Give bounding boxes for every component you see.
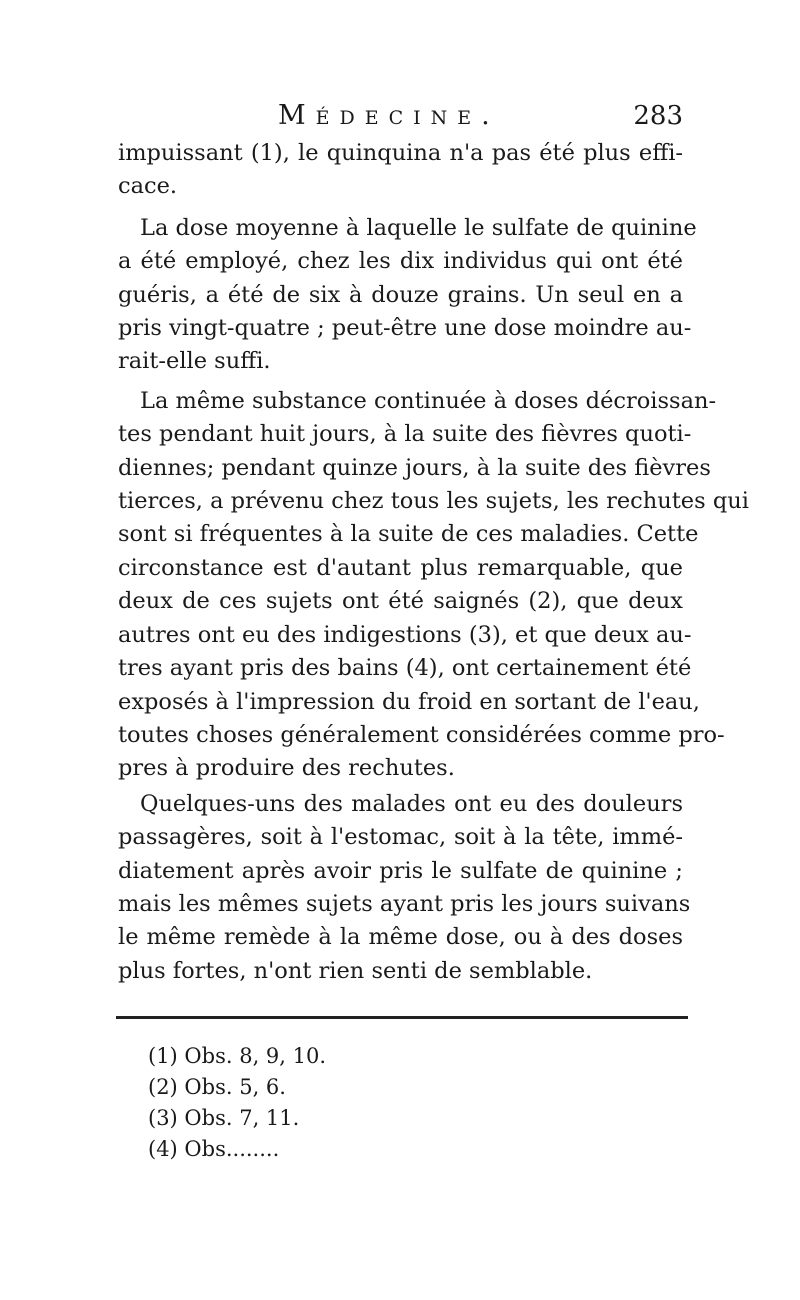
text-line: rait-elle suffi. — [118, 348, 271, 375]
text-line: La même substance continuée à doses décroissan- — [140, 387, 717, 414]
footnote: (3) Obs. 7, 11. — [148, 1106, 300, 1131]
text-line: plus fortes, n'ont rien senti de semblable. — [118, 957, 593, 984]
footnotes — [148, 1041, 683, 1165]
footnote: (4) Obs........ — [148, 1137, 280, 1162]
footnote: (2) Obs. 5, 6. — [148, 1075, 286, 1100]
text-line: deux de ces sujets ont été saignés (2), que deux — [118, 588, 683, 615]
text-line: circonstance est d'autant plus remarquable, que — [118, 554, 683, 581]
text-line: tes pendant huit jours, à la suite des fièvres quoti- — [118, 421, 692, 448]
paragraph — [118, 788, 691, 988]
text-line: passagères, soit à l'estomac, soit à la tête, immé- — [118, 824, 683, 851]
text-line: mais les mêmes sujets ayant pris les jours suivans — [118, 890, 691, 917]
text-line: tres ayant pris des bains (4), ont certainement été — [118, 655, 692, 682]
text-line: impuissant (1), le quinquina n'a pas été plus effi- — [118, 140, 683, 166]
text-line: sont si fréquentes à la suite de ces maladies. Cette — [118, 521, 699, 548]
footnote: (1) Obs. 8, 9, 10. — [148, 1044, 327, 1069]
paragraph — [118, 137, 683, 204]
running-title: Médecine. — [278, 100, 500, 131]
text-line: exposés à l'impression du froid en sortant de l'eau, — [118, 688, 700, 715]
text-line: guéris, a été de six à douze grains. Un seul en a — [118, 281, 683, 308]
text-line: cace. — [118, 173, 178, 200]
page-number: 283 — [633, 101, 683, 131]
text-line: toutes choses généralement considérées comme pro- — [118, 721, 725, 748]
paragraph — [118, 385, 749, 786]
footnote-divider — [116, 1016, 688, 1019]
text-line: La dose moyenne à laquelle le sulfate de quinine — [140, 214, 697, 241]
book-page — [118, 95, 749, 1165]
text-line: tierces, a prévenu chez tous les sujets, les rechutes qui — [118, 488, 749, 515]
text-line: diennes; pendant quinze jours, à la suite des fièvres — [118, 454, 711, 481]
body-text — [118, 137, 749, 988]
text-line: diatement après avoir pris le sulfate de quinine ; — [118, 857, 683, 884]
text-line: le même remède à la même dose, ou à des doses — [118, 924, 683, 951]
text-line: pres à produire des rechutes. — [118, 755, 455, 782]
text-line: pris vingt-quatre ; peut-être une dose moindre au- — [118, 315, 692, 342]
paragraph — [118, 212, 697, 379]
text-line: autres ont eu des indigestions (3), et que deux au- — [118, 621, 692, 648]
text-line: Quelques-uns des malades ont eu des douleurs — [140, 790, 683, 817]
text-line: a été employé, chez les dix individus qui ont été — [118, 248, 683, 275]
running-header — [118, 95, 683, 137]
